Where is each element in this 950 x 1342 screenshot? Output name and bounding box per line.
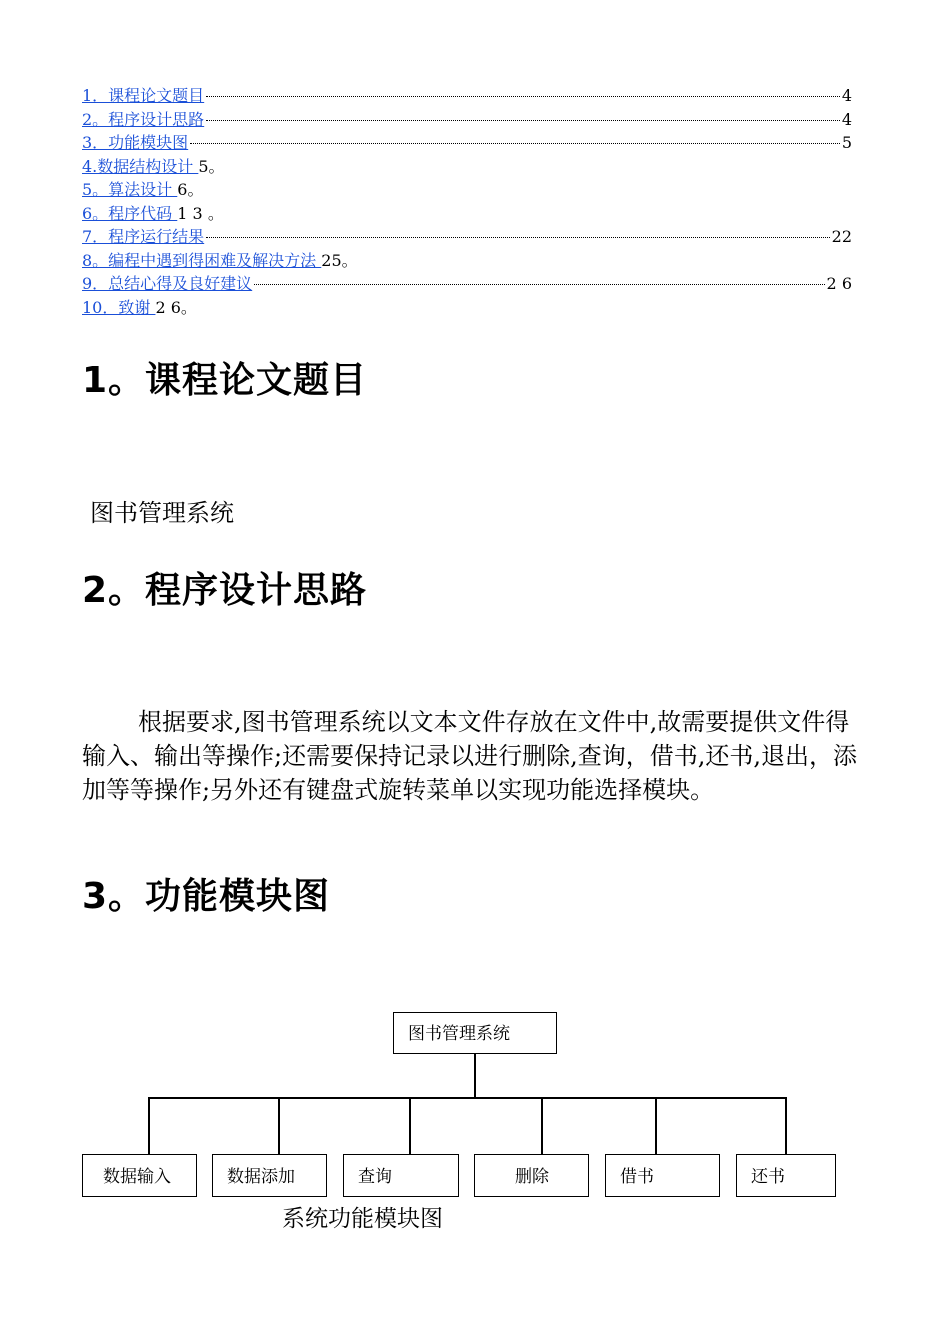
toc-leader <box>206 120 840 121</box>
toc-entry[interactable] <box>82 225 852 249</box>
toc-link[interactable]: 8。编程中遇到得困难及解决方法 <box>82 250 322 270</box>
section-heading: 2。程序设计思路 <box>82 570 368 611</box>
toc-leader <box>190 143 840 144</box>
toc-leader <box>254 284 824 285</box>
diagram-child-box: 数据输入 <box>82 1154 197 1197</box>
section-heading: 3。功能模块图 <box>82 876 331 917</box>
toc-entry[interactable] <box>82 131 852 155</box>
diagram-caption: 系统功能模块图 <box>282 1206 443 1232</box>
connector-line <box>474 1054 476 1098</box>
connector-line <box>409 1097 411 1154</box>
toc-link[interactable]: 3．功能模块图 <box>82 133 189 152</box>
connector-line <box>785 1097 787 1154</box>
toc-link[interactable]: 9．总结心得及良好建议 <box>82 274 253 293</box>
section-body: 根据要求,图书管理系统以文本文件存放在文件中,故需要提供文件得输入、输出等操作;还需要保持记录以进行删除,查询，借书,还书,退出，添加等等操作;另外还有键盘式旋转菜单以实现功能选择模块。 <box>82 708 857 804</box>
section-body: 图书管理系统 <box>90 499 234 527</box>
toc-page-number: 25。 <box>321 250 358 270</box>
connector-line <box>655 1097 657 1154</box>
toc-link[interactable]: 4.数据结构设计 <box>82 156 199 176</box>
toc-link[interactable]: 2。程序设计思路 <box>82 109 205 129</box>
toc-link[interactable]: 5。算法设计 <box>82 180 178 199</box>
toc-page-number: 22 <box>831 227 852 246</box>
diagram-child-box: 删除 <box>474 1154 589 1197</box>
toc-link[interactable]: 7．程序运行结果 <box>82 227 205 246</box>
toc-entry[interactable] <box>82 296 852 320</box>
diagram-child-box: 查询 <box>343 1154 459 1197</box>
toc-entry[interactable] <box>82 84 852 108</box>
toc-link[interactable]: 6。程序代码 <box>82 203 178 223</box>
toc-page-number: 4 <box>841 86 852 105</box>
toc-entry[interactable] <box>82 178 852 202</box>
toc-page-number: 1 3 。 <box>177 203 224 223</box>
toc-page-number: 2 6。 <box>155 297 197 317</box>
toc-entry[interactable] <box>82 249 852 273</box>
table-of-contents <box>82 84 852 319</box>
section-heading: 1。课程论文题目 <box>82 360 368 401</box>
toc-entry[interactable] <box>82 108 852 132</box>
diagram-root-box: 图书管理系统 <box>393 1012 557 1054</box>
toc-page-number: 6。 <box>177 180 204 199</box>
toc-page-number: 5。 <box>198 156 225 176</box>
toc-page-number: 5 <box>841 133 852 152</box>
toc-entry[interactable] <box>82 155 852 179</box>
toc-entry[interactable] <box>82 202 852 226</box>
toc-leader <box>206 237 829 238</box>
toc-page-number: 2 6 <box>826 274 852 293</box>
connector-line <box>148 1097 786 1099</box>
toc-page-number: 4 <box>841 109 852 129</box>
diagram-child-box: 借书 <box>605 1154 720 1197</box>
toc-link[interactable]: 10．致谢 <box>82 297 156 317</box>
connector-line <box>541 1097 543 1154</box>
connector-line <box>148 1097 150 1154</box>
diagram-child-box: 数据添加 <box>212 1154 327 1197</box>
toc-leader <box>206 96 840 97</box>
connector-line <box>278 1097 280 1154</box>
diagram-child-box: 还书 <box>736 1154 836 1197</box>
toc-entry[interactable] <box>82 272 852 296</box>
toc-link[interactable]: 1．课程论文题目 <box>82 86 205 105</box>
